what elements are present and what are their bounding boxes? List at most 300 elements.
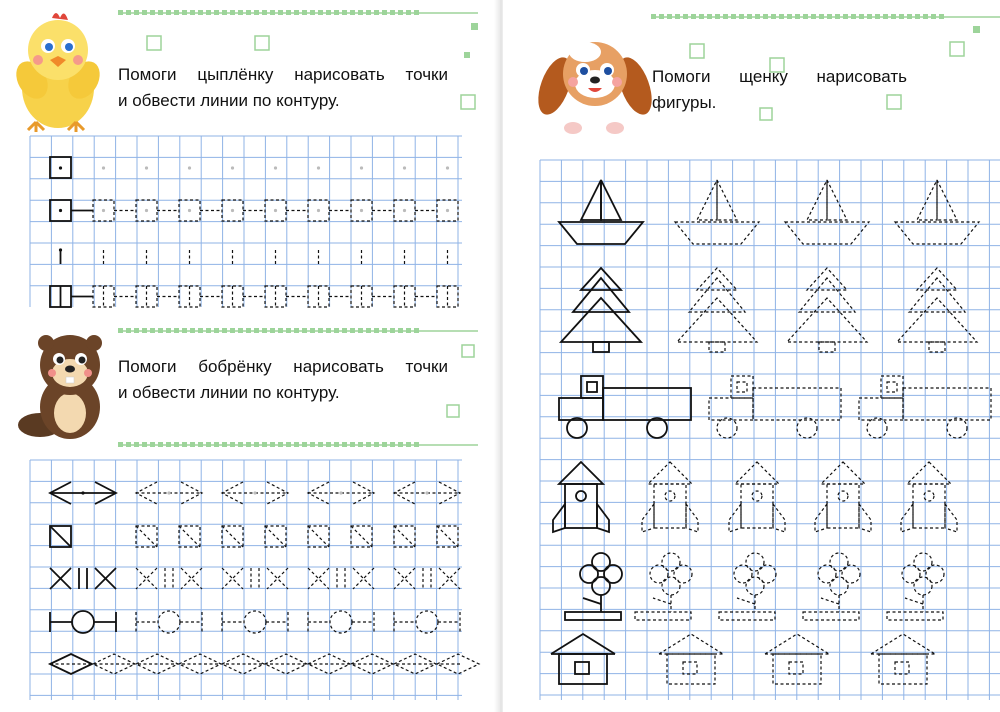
diagonal bbox=[265, 526, 286, 547]
dot bbox=[360, 209, 363, 212]
pot bbox=[635, 612, 691, 620]
tree-tier bbox=[799, 278, 855, 312]
circle bbox=[158, 611, 180, 633]
band-dot bbox=[667, 14, 672, 19]
porthole bbox=[576, 491, 586, 501]
window bbox=[895, 662, 909, 674]
band-dot bbox=[715, 14, 720, 19]
dot bbox=[317, 166, 320, 169]
wheel bbox=[797, 418, 817, 438]
right-page bbox=[503, 0, 1000, 712]
square bbox=[222, 526, 243, 547]
band-dot bbox=[198, 442, 203, 447]
band-dot bbox=[182, 10, 187, 15]
diagonal bbox=[136, 526, 157, 547]
band-dot bbox=[851, 14, 856, 19]
wheel bbox=[947, 418, 967, 438]
porthole bbox=[665, 491, 675, 501]
decorative-band-top-right bbox=[651, 14, 1000, 19]
cross bbox=[267, 568, 288, 589]
band-dot bbox=[342, 10, 347, 15]
tree-tier bbox=[677, 298, 757, 342]
diagonal bbox=[179, 526, 200, 547]
petal bbox=[830, 553, 848, 571]
green-dot bbox=[464, 52, 470, 58]
petal bbox=[926, 565, 944, 583]
band-dot bbox=[811, 14, 816, 19]
tree-tier bbox=[917, 268, 957, 290]
chick-instruction bbox=[118, 62, 448, 114]
band-dot bbox=[683, 14, 688, 19]
tree-tier bbox=[909, 278, 965, 312]
sail bbox=[717, 180, 737, 220]
left-page bbox=[0, 0, 497, 712]
band-dot bbox=[118, 10, 123, 15]
petal bbox=[592, 577, 610, 595]
petal bbox=[674, 565, 692, 583]
petal bbox=[818, 565, 836, 583]
band-dot bbox=[166, 328, 171, 333]
dot bbox=[446, 209, 449, 212]
dot bbox=[59, 209, 62, 212]
band-dot bbox=[691, 14, 696, 19]
sail bbox=[827, 180, 847, 220]
band-dot bbox=[707, 14, 712, 19]
band-dot bbox=[222, 10, 227, 15]
pot bbox=[719, 612, 775, 620]
band-dot bbox=[731, 14, 736, 19]
band-dot bbox=[182, 442, 187, 447]
cross bbox=[439, 568, 460, 589]
band-dot bbox=[374, 328, 379, 333]
band-dot bbox=[174, 328, 179, 333]
band-dot bbox=[414, 442, 419, 447]
sail bbox=[697, 180, 717, 220]
fin bbox=[553, 504, 565, 532]
trunk bbox=[819, 342, 835, 352]
circle bbox=[416, 611, 438, 633]
dot bbox=[403, 166, 406, 169]
leaf bbox=[583, 598, 601, 604]
dot bbox=[167, 491, 170, 494]
tree-tier bbox=[697, 268, 737, 290]
band-dot bbox=[382, 10, 387, 15]
band-dot bbox=[779, 14, 784, 19]
dot bbox=[274, 166, 277, 169]
dot bbox=[59, 166, 62, 169]
band-dot bbox=[302, 328, 307, 333]
band-dot bbox=[294, 442, 299, 447]
band-dot bbox=[238, 442, 243, 447]
dot bbox=[231, 166, 234, 169]
cross bbox=[394, 568, 415, 589]
petal bbox=[914, 577, 932, 595]
band-dot bbox=[230, 10, 235, 15]
petal bbox=[830, 577, 848, 595]
window bbox=[789, 662, 803, 674]
band-dot bbox=[374, 442, 379, 447]
trunk bbox=[929, 342, 945, 352]
band-dot bbox=[206, 10, 211, 15]
band-dot bbox=[150, 328, 155, 333]
dot bbox=[145, 166, 148, 169]
band-dot bbox=[358, 10, 363, 15]
band-dot bbox=[246, 10, 251, 15]
band-dot bbox=[915, 14, 920, 19]
band-dot bbox=[286, 10, 291, 15]
cross bbox=[308, 568, 329, 589]
band-dot bbox=[326, 328, 331, 333]
wheel bbox=[717, 418, 737, 438]
cross bbox=[394, 568, 415, 589]
sail bbox=[807, 180, 827, 220]
cross bbox=[439, 568, 460, 589]
dot bbox=[253, 491, 256, 494]
band-dot bbox=[206, 328, 211, 333]
band-dot bbox=[278, 10, 283, 15]
band-dot bbox=[755, 14, 760, 19]
petal bbox=[902, 565, 920, 583]
cross bbox=[181, 568, 202, 589]
wheel bbox=[647, 418, 667, 438]
band-dot bbox=[198, 328, 203, 333]
square bbox=[394, 526, 415, 547]
band-dot bbox=[747, 14, 752, 19]
puppy-instruction-line2: фигуры. bbox=[652, 93, 717, 112]
band-dot bbox=[278, 442, 283, 447]
band-dot bbox=[126, 442, 131, 447]
square bbox=[136, 526, 157, 547]
band-dot bbox=[174, 10, 179, 15]
band-dot bbox=[699, 14, 704, 19]
band-dot bbox=[366, 442, 371, 447]
sail bbox=[581, 180, 601, 220]
dot bbox=[59, 248, 62, 251]
band-dot bbox=[803, 14, 808, 19]
petal bbox=[914, 553, 932, 571]
dot bbox=[81, 491, 84, 494]
dot bbox=[145, 209, 148, 212]
band-dot bbox=[118, 328, 123, 333]
band-dot bbox=[867, 14, 872, 19]
cab-window bbox=[581, 376, 603, 398]
band-dot bbox=[230, 442, 235, 447]
chick-icon bbox=[10, 13, 106, 132]
band-dot bbox=[182, 328, 187, 333]
wall bbox=[879, 654, 927, 684]
band-dot bbox=[326, 10, 331, 15]
pot bbox=[565, 612, 621, 620]
band-dot bbox=[246, 328, 251, 333]
band-dot bbox=[214, 442, 219, 447]
band-dot bbox=[134, 328, 139, 333]
band-dot bbox=[843, 14, 848, 19]
band-dot bbox=[414, 328, 419, 333]
band-dot bbox=[342, 328, 347, 333]
dot bbox=[425, 491, 428, 494]
fin bbox=[901, 504, 913, 532]
tree-tier bbox=[787, 298, 867, 342]
band-dot bbox=[294, 10, 299, 15]
dot bbox=[403, 209, 406, 212]
band-dot bbox=[286, 442, 291, 447]
band-dot bbox=[406, 10, 411, 15]
band-dot bbox=[651, 14, 656, 19]
band-dot bbox=[262, 328, 267, 333]
fin bbox=[642, 504, 654, 532]
window bbox=[575, 662, 589, 674]
band-dot bbox=[334, 442, 339, 447]
band-dot bbox=[931, 14, 936, 19]
band-dot bbox=[150, 10, 155, 15]
band-dot bbox=[318, 10, 323, 15]
band-dot bbox=[398, 442, 403, 447]
band-dot bbox=[358, 328, 363, 333]
window bbox=[587, 382, 597, 392]
band-dot bbox=[278, 328, 283, 333]
band-dot bbox=[174, 442, 179, 447]
band-dot bbox=[414, 10, 419, 15]
band-dot bbox=[723, 14, 728, 19]
band-dot bbox=[222, 442, 227, 447]
band-dot bbox=[158, 442, 163, 447]
square bbox=[179, 526, 200, 547]
band-dot bbox=[398, 328, 403, 333]
band-dot bbox=[166, 10, 171, 15]
dot bbox=[317, 209, 320, 212]
band-dot bbox=[899, 14, 904, 19]
trunk bbox=[593, 342, 609, 352]
band-dot bbox=[883, 14, 888, 19]
band-dot bbox=[286, 328, 291, 333]
band-dot bbox=[382, 442, 387, 447]
chick-instruction-line1: Помоги цыплёнку нарисовать точки bbox=[118, 65, 448, 84]
band-dot bbox=[318, 328, 323, 333]
band-dot bbox=[190, 328, 195, 333]
band-dot bbox=[398, 10, 403, 15]
green-dot bbox=[471, 23, 478, 30]
cross bbox=[222, 568, 243, 589]
fin bbox=[773, 504, 785, 532]
square bbox=[265, 526, 286, 547]
green-dot bbox=[973, 26, 980, 33]
beaver-instruction-line1: Помоги бобрёнку нарисовать точки bbox=[118, 357, 448, 376]
wheel bbox=[567, 418, 587, 438]
band-dot bbox=[659, 14, 664, 19]
tree-tier bbox=[561, 298, 641, 342]
band-dot bbox=[142, 328, 147, 333]
beaver-instruction-line2: и обвести линии по контуру. bbox=[118, 383, 340, 402]
tracing-grid-figures bbox=[540, 160, 1000, 700]
band-dot bbox=[358, 442, 363, 447]
dot bbox=[102, 166, 105, 169]
band-dot bbox=[326, 442, 331, 447]
band-dot bbox=[190, 442, 195, 447]
band-dot bbox=[222, 328, 227, 333]
square bbox=[351, 526, 372, 547]
circle bbox=[330, 611, 352, 633]
band-dot bbox=[827, 14, 832, 19]
pot bbox=[803, 612, 859, 620]
band-dot bbox=[771, 14, 776, 19]
cross bbox=[136, 568, 157, 589]
band-dot bbox=[795, 14, 800, 19]
leaf bbox=[905, 598, 923, 604]
band-dot bbox=[246, 442, 251, 447]
band-dot bbox=[406, 442, 411, 447]
diagonal bbox=[222, 526, 243, 547]
band-dot bbox=[739, 14, 744, 19]
band-dot bbox=[374, 10, 379, 15]
petal bbox=[662, 577, 680, 595]
dot bbox=[274, 209, 277, 212]
dot bbox=[360, 166, 363, 169]
puppy-icon bbox=[532, 42, 659, 134]
petal bbox=[650, 565, 668, 583]
dot bbox=[231, 209, 234, 212]
band-dot bbox=[134, 442, 139, 447]
cross bbox=[267, 568, 288, 589]
band-dot bbox=[270, 442, 275, 447]
band-dot bbox=[875, 14, 880, 19]
cross bbox=[136, 568, 157, 589]
band-dot bbox=[310, 442, 315, 447]
band-dot bbox=[675, 14, 680, 19]
band-dot bbox=[166, 442, 171, 447]
band-dot bbox=[366, 328, 371, 333]
band-dot bbox=[763, 14, 768, 19]
band-dot bbox=[342, 442, 347, 447]
diagonal bbox=[308, 526, 329, 547]
band-dot bbox=[238, 328, 243, 333]
band-dot bbox=[126, 10, 131, 15]
petal bbox=[842, 565, 860, 583]
square bbox=[308, 526, 329, 547]
band-dot bbox=[334, 10, 339, 15]
dot bbox=[102, 209, 105, 212]
wall bbox=[667, 654, 715, 684]
leaf bbox=[821, 598, 839, 604]
diagonal bbox=[351, 526, 372, 547]
band-dot bbox=[350, 328, 355, 333]
band-dot bbox=[262, 442, 267, 447]
cross bbox=[353, 568, 374, 589]
band-dot bbox=[350, 442, 355, 447]
band-dot bbox=[390, 328, 395, 333]
band-dot bbox=[382, 328, 387, 333]
fin bbox=[815, 504, 827, 532]
window bbox=[887, 382, 897, 392]
diagonal bbox=[394, 526, 415, 547]
band-dot bbox=[230, 328, 235, 333]
band-dot bbox=[390, 10, 395, 15]
pot bbox=[887, 612, 943, 620]
hull bbox=[559, 222, 643, 244]
band-dot bbox=[158, 328, 163, 333]
fin bbox=[729, 504, 741, 532]
band-dot bbox=[214, 10, 219, 15]
petal bbox=[604, 565, 622, 583]
band-dot bbox=[835, 14, 840, 19]
chick-instruction-line2: и обвести линии по контуру. bbox=[118, 91, 340, 110]
band-dot bbox=[254, 442, 259, 447]
diagonal bbox=[50, 526, 71, 547]
band-dot bbox=[302, 442, 307, 447]
band-dot bbox=[150, 442, 155, 447]
band-dot bbox=[238, 10, 243, 15]
hull bbox=[785, 222, 869, 244]
tracing-exercises-top bbox=[50, 157, 458, 307]
tree-tier bbox=[807, 268, 847, 290]
diagonal bbox=[437, 526, 458, 547]
band-dot bbox=[158, 10, 163, 15]
band-dot bbox=[142, 442, 147, 447]
petal bbox=[734, 565, 752, 583]
band-dot bbox=[206, 442, 211, 447]
cross bbox=[181, 568, 202, 589]
band-dot bbox=[939, 14, 944, 19]
band-dot bbox=[390, 442, 395, 447]
band-dot bbox=[923, 14, 928, 19]
band-dot bbox=[366, 10, 371, 15]
tree-tier bbox=[573, 278, 629, 312]
petal bbox=[592, 553, 610, 571]
leaf bbox=[737, 598, 755, 604]
puppy-instruction bbox=[652, 64, 907, 116]
fin bbox=[597, 504, 609, 532]
band-dot bbox=[142, 10, 147, 15]
band-dot bbox=[294, 328, 299, 333]
tracing-exercises-bottom bbox=[50, 482, 479, 674]
band-dot bbox=[891, 14, 896, 19]
band-dot bbox=[406, 328, 411, 333]
sail bbox=[917, 180, 937, 220]
tree-tier bbox=[689, 278, 745, 312]
petal bbox=[758, 565, 776, 583]
band-dot bbox=[310, 10, 315, 15]
band-dot bbox=[907, 14, 912, 19]
petal bbox=[662, 553, 680, 571]
band-dot bbox=[318, 442, 323, 447]
band-dot bbox=[262, 10, 267, 15]
band-dot bbox=[214, 328, 219, 333]
hull bbox=[675, 222, 759, 244]
band-dot bbox=[118, 442, 123, 447]
band-dot bbox=[190, 10, 195, 15]
band-dot bbox=[302, 10, 307, 15]
band-dot bbox=[270, 328, 275, 333]
petal bbox=[746, 577, 764, 595]
band-dot bbox=[819, 14, 824, 19]
square bbox=[437, 526, 458, 547]
band-dot bbox=[787, 14, 792, 19]
dot bbox=[188, 166, 191, 169]
dot bbox=[446, 166, 449, 169]
circle bbox=[72, 611, 94, 633]
band-dot bbox=[334, 328, 339, 333]
band-dot bbox=[198, 10, 203, 15]
dot bbox=[188, 209, 191, 212]
band-dot bbox=[126, 328, 131, 333]
cab-window bbox=[731, 376, 753, 398]
cross bbox=[222, 568, 243, 589]
cab-window bbox=[881, 376, 903, 398]
dot bbox=[339, 491, 342, 494]
cross bbox=[308, 568, 329, 589]
band-dot bbox=[254, 10, 259, 15]
beaver-icon bbox=[18, 335, 102, 439]
band-dot bbox=[254, 328, 259, 333]
